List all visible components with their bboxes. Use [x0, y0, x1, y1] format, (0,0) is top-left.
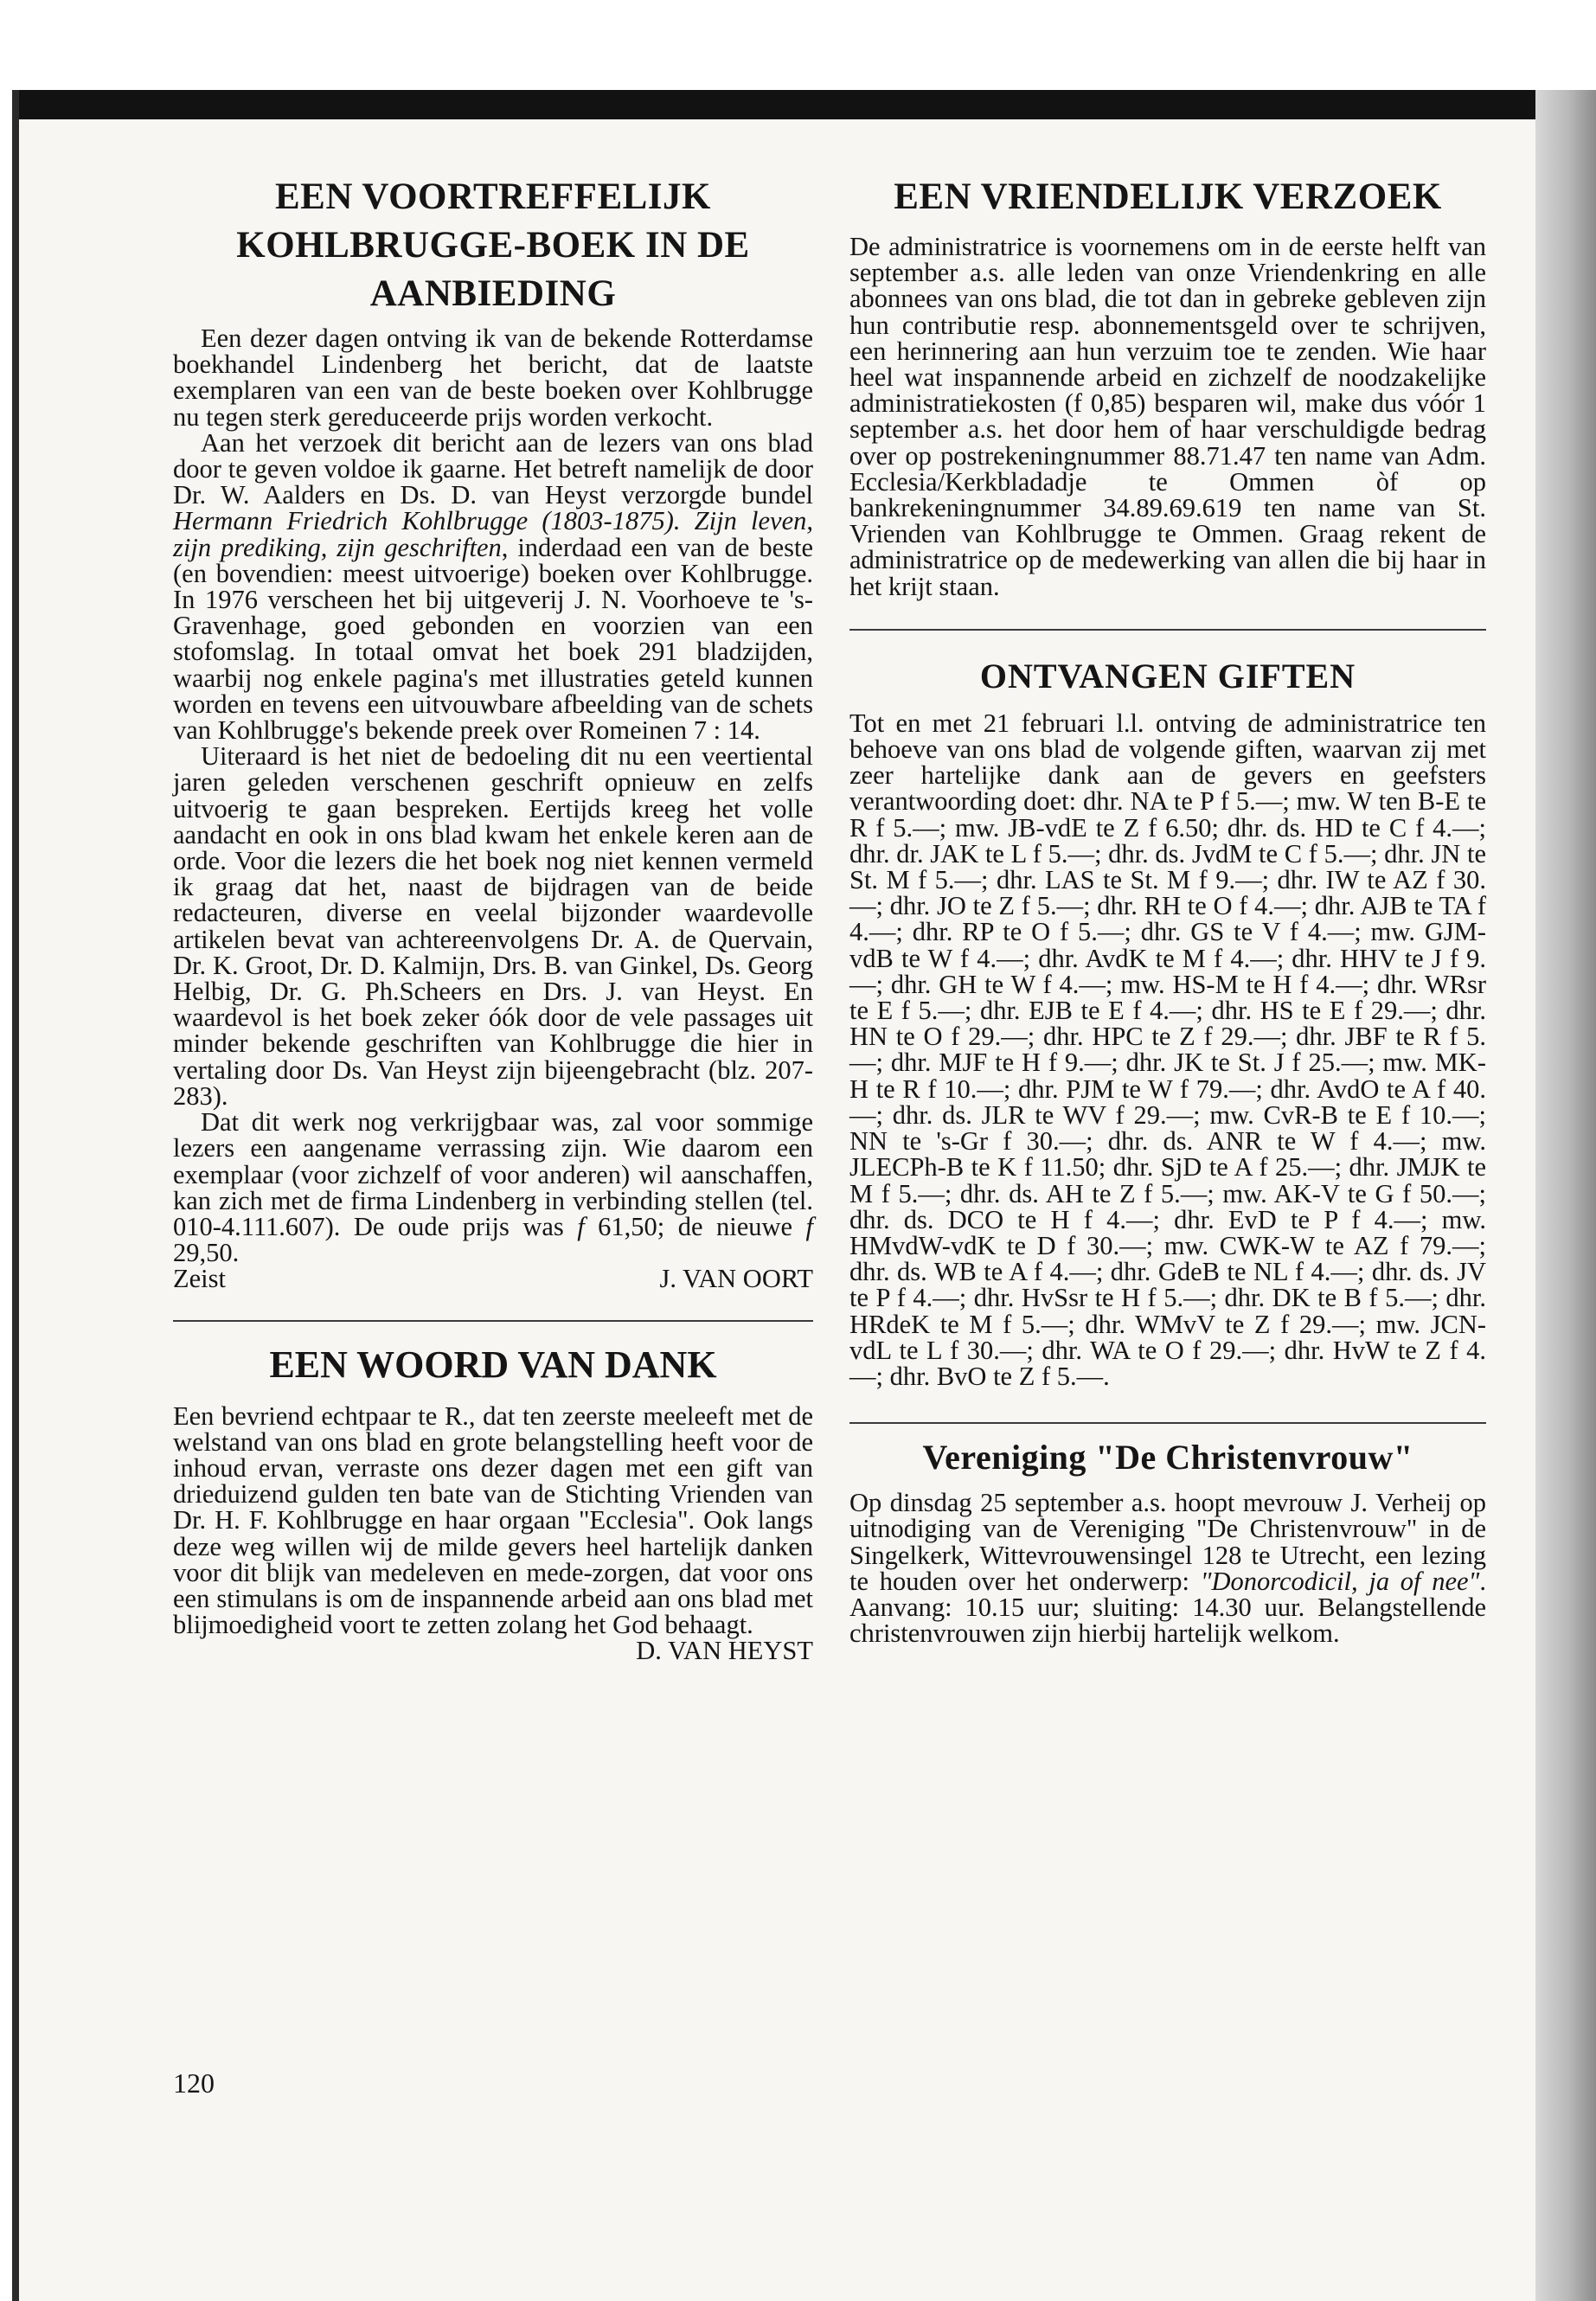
left-column — [173, 173, 813, 1664]
article-kohlbrugge-signature — [173, 1266, 813, 1292]
article-kohlbrugge-paragraph-4 — [173, 1109, 813, 1266]
article-christenvrouw-paragraph-1 — [849, 1488, 1486, 1649]
signature-author: J. VAN OORT — [659, 1264, 813, 1294]
guilder-sign: f — [577, 1211, 585, 1241]
article-kohlbrugge-paragraph-1: Een dezer dagen ontving ik van de bekende Rotterdamse boekhandel Lindenberg het bericht, dat de laatste exemplaren van een van de beste boeken over Kohlbrugge nu tegen sterk gereduceerde prijs worden verkocht. — [173, 324, 813, 432]
article-kohlbrugge — [173, 173, 813, 1292]
article-kohlbrugge-title: EEN VOORTREFFELIJK KOHLBRUGGE-BOEK IN DE AANBIEDING — [236, 176, 750, 314]
signature-author: D. VAN HEYST — [636, 1636, 813, 1666]
article-dank-title: EEN WOORD VAN DANK — [269, 1343, 717, 1386]
article-dank-paragraph-1: Een bevriend echtpaar te R., dat ten zeerste meeleeft met de welstand van ons blad en grote belangstelling heeft voor de inhoud ervan, verraste ons dezer dagen met een gift van drieduizend gulden ten bate van de Stichting Vrienden van Dr. H. F. Kohlbrugge en haar orgaan "Ecclesia". Ook langs deze weg willen wij de milde gevers heel hartelijk danken voor dit blijk van medeleven en mede-zorgen, dat voor ons een stimulans is om de inspannende arbeid aan ons blad met blijmoedigheid voort te zetten zolang het God behaagt. — [173, 1400, 813, 1640]
lecture-topic: "Donorcodicil, ja of nee" — [1200, 1566, 1480, 1596]
guilder-sign: f — [805, 1211, 813, 1241]
paragraph-text: , inderdaad een van de beste (en bovendien: meest uitvoerige) boeken over Kohlbrugge. In 1976 verscheen het bij uitgeverij J. N. Voorhoeve te 's-Gravenhage, goed gebonden en voorzien van een stofomslag. In totaal omvat het boek 291 bladzijden, waarbij nog enkele pagina's met illustraties geteld kunnen worden en tevens een uitvouwbare afbeelding van de schets van Kohlbrugge's bekende preek over Romeinen 7 : 14. — [173, 532, 814, 746]
article-giften-paragraph-1: Tot en met 21 februari l.l. ontving de administratrice ten behoeve van ons blad de volgende giften, waarvan zij met zeer hartelijke dank aan de gevers en geefsters verantwoording doet: dhr. NA te P f 5.—; mw. W ten B-E te R f 5.—; mw. JB-vdE te Z f 6.50; dhr. ds. HD te C f 4.—; dhr. dr. JAK te L f 5.—; dhr. ds. JvdM te C f 5.—; dhr. JN te St. M f 5.—; dhr. LAS te St. M f 9.—; dhr. IW te AZ f 30.—; dhr. JO te Z f 5.—; dhr. RH te O f 4.—; dhr. AJB te TA f 4.—; dhr. RP te O f 5.—; dhr. GS te V f 4.—; mw. GJM-vdB te W f 4.—; dhr. AvdK te M f 4.—; dhr. HHV te J f 9.—; dhr. GH te W f 4.—; mw. HS-M te H f 4.—; dhr. WRsr te E f 5.—; dhr. EJB te E f 4.—; dhr. HS te E f 29.—; dhr. HN te O f 29.—; dhr. HPC te Z f 29.—; dhr. JBF te R f 5.—; dhr. MJF te H f 9.—; dhr. JK te St. J f 25.—; mw. MK-H te R f 10.—; dhr. PJM te W f 79.—; dhr. AvdO te A f 40.—; dhr. ds. JLR te WV f 29.—; mw. CvR-B te E f 10.—; NN te 's-Gr f 30.—; dhr. ds. ANR te W f 4.—; mw. JLECPh-B te K f 11.50; dhr. SjD te A f 25.—; dhr. JMJK te M f 5.—; dhr. ds. AH te Z f 5.—; mw. AK-V te G f 50.—; dhr. ds. DCO te H f 4.—; dhr. EvD te P f 4.—; mw. HMvdW-vdK te D f 30.—; mw. CWK-W te AZ f 79.—; dhr. ds. WB te A f 4.—; dhr. GdeB te NL f 4.—; dhr. ds. JV te P f 4.—; dhr. HvSsr te H f 5.—; dhr. DK te B f 5.—; dhr. HRdeK te M f 5.—; dhr. WMvV te Z f 29.—; mw. JCN-vdL te L f 30.—; dhr. WA te O f 29.—; dhr. HvW te Z f 4.—; dhr. BvO te Z f 5.—. — [849, 708, 1486, 1391]
scan-left-border — [12, 90, 19, 2301]
paragraph-text: 61,50; de nieuwe — [584, 1211, 806, 1241]
signature-place: Zeist — [173, 1264, 226, 1294]
paragraph-text: . Aanvang: 10.15 uur; sluiting: 14.30 uur. Belangstellende christenvrouwen zijn hierbij hartelijk welkom. — [849, 1566, 1486, 1649]
paragraph-text: Aan het verzoek dit bericht aan de lezers van ons blad door te geven voldoe ik gaarne. Het betreft namelijk de door Dr. W. Aalders en Ds. D. van Heyst verzorgde bundel — [173, 427, 813, 510]
article-giften — [849, 655, 1486, 1389]
article-dank-signature — [173, 1636, 813, 1666]
article-kohlbrugge-paragraph-2 — [173, 427, 814, 746]
article-verzoek-paragraph-1: De administratrice is voornemens om in de eerste helft van september a.s. alle leden van onze Vriendenkring en alle abonnees van ons blad, die tot dan in gebreke gebleven zijn hun contributie resp. abonnementsgeld over te schrijven, een herinnering aan hun verzuim toe te zenden. Wie haar heel wat inspannende arbeid en zichzelf de noodzakelijke administratiekosten (f 0,85) besparen wil, make dus vóór 1 september a.s. het door hem of haar verschuldigde bedrag over op postrekeningnummer 88.71.47 ten name van Adm. Ecclesia/Kerkbladadje te Ommen òf op bankrekeningnummer 34.89.69.619 ten name van St. Vrienden van Kohlbrugge te Ommen. Graag rekent de administratrice op de medewerking van allen die bij haar in het krijt staan. — [849, 232, 1486, 601]
scan-top-border — [12, 90, 1596, 119]
right-column — [849, 173, 1486, 1649]
article-giften-title: ONTVANGEN GIFTEN — [979, 656, 1356, 695]
article-christenvrouw-title: Vereniging "De Christenvrouw" — [922, 1438, 1413, 1477]
paragraph-text: Dat dit werk nog verkrijgbaar was, zal voor sommige lezers een aangename verrassing zijn. Wie daarom een exemplaar (voor zichzelf of voor anderen) wil aanschaffen, kan zich met de firma Lindenberg in verbinding stellen (tel. 010-4.111.607). De oude prijs was — [173, 1107, 813, 1241]
page-number: 120 — [173, 2067, 215, 2099]
article-verzoek — [849, 173, 1486, 599]
paragraph-text: Op dinsdag 25 september a.s. hoopt mevrouw J. Verheij op uitnodiging van de Vereniging "De Christenvrouw" in de Singelkerk, Wittevrouwensingel 128 te Utrecht, een lezing te houden over het onderwerp: — [849, 1488, 1486, 1596]
article-dank — [173, 1343, 813, 1664]
paragraph-text: 29,50. — [173, 1238, 240, 1268]
article-verzoek-title: EEN VRIENDELIJK VERZOEK — [894, 176, 1442, 217]
book-title: Hermann Friedrich Kohlbrugge (1803-1875). Zijn leven, zijn prediking, zijn geschriften — [173, 506, 813, 562]
scan-right-edge-shadow — [1535, 90, 1596, 2301]
article-christenvrouw — [849, 1436, 1486, 1649]
article-kohlbrugge-paragraph-3: Uiteraard is het niet de bedoeling dit nu een veertiental jaren geleden verschenen geschrift opnieuw en zelfs uitvoerig te gaan bespreken. Eertijds kreeg het volle aandacht en ook in ons blad kwam het enkele keren aan de orde. Voor die lezers die het boek nog niet kennen vermeld ik graag dat het, naast de bijdragen van de beide redacteuren, diverse en veelal bijzonder waardevolle artikelen bevat van achtereenvolgens Dr. A. de Quervain, Dr. K. Groot, Dr. D. Kalmijn, Drs. B. van Ginkel, Ds. Georg Helbig, Dr. G. Ph.Scheers en Drs. J. van Heyst. En waardevol is het boek zeker óók door de vele passages uit minder bekende geschriften van Kohlbrugge die hier in vertaling door Ds. Van Heyst zijn bijeengebracht (blz. 207-283). — [173, 741, 813, 1111]
